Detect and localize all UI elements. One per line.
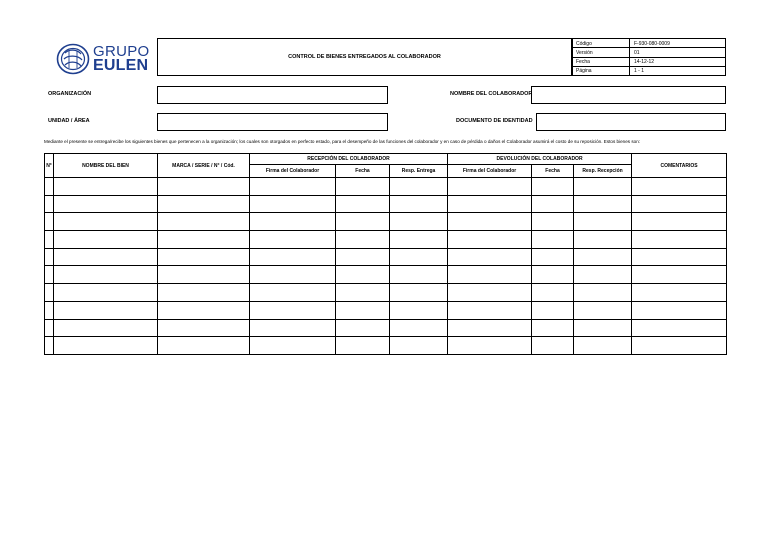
table-cell[interactable] bbox=[54, 319, 158, 337]
table-cell[interactable] bbox=[532, 195, 574, 213]
table-cell[interactable] bbox=[448, 301, 532, 319]
organizacion-field[interactable] bbox=[157, 86, 388, 104]
logo-emblem-icon bbox=[56, 42, 90, 76]
table-cell[interactable] bbox=[532, 284, 574, 302]
group-header-recepcion: RECEPCIÓN DEL COLABORADOR bbox=[250, 154, 448, 165]
table-cell[interactable] bbox=[574, 301, 632, 319]
table-cell[interactable] bbox=[54, 231, 158, 249]
table-cell[interactable] bbox=[390, 178, 448, 196]
col-header-devolucion-firma: Firma del Colaborador bbox=[448, 165, 532, 178]
table-row bbox=[45, 231, 727, 249]
table-cell[interactable] bbox=[574, 337, 632, 355]
table-cell bbox=[45, 213, 54, 231]
logo-text-eulen: EULEN bbox=[93, 57, 149, 74]
unidad-area-field[interactable] bbox=[157, 113, 388, 131]
table-cell[interactable] bbox=[336, 319, 390, 337]
table-cell[interactable] bbox=[250, 248, 336, 266]
statement-text: Mediante el presente se entrega/recibe los siguientes bienes que pertenecen a la organización; los cuales son otorgados en perfecto estado, para el desempeño de las funciones del colaborador y en caso de pérdida o daños el Colaborador asumirá el costo de su reposición. Estos bienes son: bbox=[44, 139, 641, 144]
table-cell[interactable] bbox=[158, 213, 250, 231]
table-cell[interactable] bbox=[574, 195, 632, 213]
table-cell[interactable] bbox=[158, 231, 250, 249]
table-cell[interactable] bbox=[250, 337, 336, 355]
table-row bbox=[45, 319, 727, 337]
table-cell[interactable] bbox=[532, 319, 574, 337]
table-cell[interactable] bbox=[574, 213, 632, 231]
nombre-colaborador-field[interactable] bbox=[531, 86, 726, 104]
meta-row-pagina bbox=[573, 67, 725, 76]
table-cell[interactable] bbox=[158, 195, 250, 213]
table-cell[interactable] bbox=[54, 301, 158, 319]
items-table bbox=[44, 153, 727, 355]
meta-label: Página bbox=[576, 68, 592, 75]
table-row bbox=[45, 195, 727, 213]
col-header-recepcion-fecha: Fecha bbox=[336, 165, 390, 178]
table-cell[interactable] bbox=[448, 284, 532, 302]
company-logo bbox=[56, 42, 150, 76]
table-cell[interactable] bbox=[158, 248, 250, 266]
col-header-recepcion-resp: Resp. Entrega bbox=[390, 165, 448, 178]
table-cell[interactable] bbox=[632, 195, 727, 213]
table-cell[interactable] bbox=[574, 178, 632, 196]
table-cell[interactable] bbox=[532, 248, 574, 266]
table-cell bbox=[45, 337, 54, 355]
table-cell[interactable] bbox=[574, 231, 632, 249]
table-cell[interactable] bbox=[574, 284, 632, 302]
table-cell[interactable] bbox=[54, 266, 158, 284]
table-row bbox=[45, 266, 727, 284]
table-cell[interactable] bbox=[390, 301, 448, 319]
table-cell[interactable] bbox=[54, 337, 158, 355]
table-cell[interactable] bbox=[390, 319, 448, 337]
meta-label: Versión bbox=[576, 49, 593, 56]
table-cell[interactable] bbox=[158, 301, 250, 319]
meta-row-codigo bbox=[573, 39, 725, 48]
col-header-no: N° bbox=[45, 154, 54, 178]
documento-identidad-field[interactable] bbox=[536, 113, 726, 131]
organizacion-label: ORGANIZACIÓN bbox=[48, 91, 92, 97]
col-header-recepcion-firma: Firma del Colaborador bbox=[250, 165, 336, 178]
table-cell bbox=[45, 178, 54, 196]
table-cell[interactable] bbox=[532, 337, 574, 355]
table-row bbox=[45, 284, 727, 302]
table-cell[interactable] bbox=[448, 248, 532, 266]
table-cell[interactable] bbox=[632, 284, 727, 302]
table-cell[interactable] bbox=[250, 231, 336, 249]
documento-identidad-label: DOCUMENTO DE IDENTIDAD bbox=[456, 118, 533, 124]
table-cell[interactable] bbox=[390, 248, 448, 266]
table-cell[interactable] bbox=[54, 178, 158, 196]
col-header-devolucion-resp: Resp. Recepción bbox=[574, 165, 632, 178]
table-cell[interactable] bbox=[448, 319, 532, 337]
table-cell[interactable] bbox=[158, 178, 250, 196]
table-cell[interactable] bbox=[632, 231, 727, 249]
table-cell bbox=[45, 266, 54, 284]
document-meta-box bbox=[572, 38, 726, 76]
table-cell[interactable] bbox=[250, 284, 336, 302]
table-cell[interactable] bbox=[54, 195, 158, 213]
table-row bbox=[45, 213, 727, 231]
table-cell bbox=[45, 231, 54, 249]
table-cell[interactable] bbox=[250, 266, 336, 284]
table-cell[interactable] bbox=[532, 178, 574, 196]
meta-label: Fecha bbox=[576, 59, 590, 65]
table-cell[interactable] bbox=[632, 248, 727, 266]
table-cell[interactable] bbox=[390, 213, 448, 231]
table-cell[interactable] bbox=[54, 213, 158, 231]
meta-value: 1 - 1 bbox=[634, 68, 645, 75]
table-cell[interactable] bbox=[390, 195, 448, 213]
table-cell[interactable] bbox=[532, 231, 574, 249]
table-cell[interactable] bbox=[158, 319, 250, 337]
table-cell[interactable] bbox=[574, 266, 632, 284]
table-cell[interactable] bbox=[336, 337, 390, 355]
table-cell[interactable] bbox=[448, 337, 532, 355]
table-cell bbox=[45, 284, 54, 302]
meta-value: 01 bbox=[634, 49, 640, 56]
form-title-box bbox=[157, 38, 572, 76]
col-header-devolucion-fecha: Fecha bbox=[532, 165, 574, 178]
table-cell[interactable] bbox=[336, 178, 390, 196]
table-cell bbox=[45, 319, 54, 337]
table-cell bbox=[45, 195, 54, 213]
table-cell[interactable] bbox=[390, 231, 448, 249]
logo-text-grupo: GRUPO bbox=[93, 43, 150, 60]
table-cell[interactable] bbox=[532, 213, 574, 231]
table-cell[interactable] bbox=[336, 231, 390, 249]
meta-value: 14-12-12 bbox=[634, 59, 655, 65]
table-cell[interactable] bbox=[574, 319, 632, 337]
table-cell[interactable] bbox=[632, 266, 727, 284]
col-header-marca: MARCA / SERIE / N° / Cód. bbox=[158, 154, 250, 178]
table-cell[interactable] bbox=[574, 248, 632, 266]
col-header-nombre: NOMBRE DEL BIEN bbox=[54, 154, 158, 178]
table-cell[interactable] bbox=[250, 178, 336, 196]
meta-label: Código bbox=[576, 40, 592, 47]
meta-row-version bbox=[573, 48, 725, 57]
table-cell[interactable] bbox=[632, 213, 727, 231]
table-cell[interactable] bbox=[250, 195, 336, 213]
table-cell[interactable] bbox=[54, 284, 158, 302]
table-row bbox=[45, 337, 727, 355]
table-cell[interactable] bbox=[448, 213, 532, 231]
table-cell[interactable] bbox=[390, 266, 448, 284]
table-cell[interactable] bbox=[632, 337, 727, 355]
meta-row-fecha bbox=[573, 58, 725, 67]
unidad-area-label: UNIDAD / ÁREA bbox=[48, 118, 90, 124]
table-cell[interactable] bbox=[336, 284, 390, 302]
table-cell[interactable] bbox=[158, 337, 250, 355]
group-header-devolucion: DEVOLUCIÓN DEL COLABORADOR bbox=[448, 154, 632, 165]
table-cell[interactable] bbox=[54, 248, 158, 266]
table-cell[interactable] bbox=[390, 337, 448, 355]
table-row bbox=[45, 248, 727, 266]
table-row bbox=[45, 178, 727, 196]
table-body bbox=[45, 178, 727, 355]
table-cell[interactable] bbox=[390, 284, 448, 302]
table-cell[interactable] bbox=[158, 284, 250, 302]
table-cell[interactable] bbox=[336, 266, 390, 284]
table-cell[interactable] bbox=[336, 248, 390, 266]
table-cell[interactable] bbox=[250, 319, 336, 337]
table-cell[interactable] bbox=[532, 266, 574, 284]
table-cell[interactable] bbox=[632, 301, 727, 319]
col-header-comentarios: COMENTARIOS bbox=[632, 154, 727, 178]
table-cell[interactable] bbox=[336, 301, 390, 319]
table-cell bbox=[45, 248, 54, 266]
table-cell[interactable] bbox=[448, 195, 532, 213]
table-cell[interactable] bbox=[158, 266, 250, 284]
meta-value: F-930-080-0009 bbox=[634, 40, 670, 47]
table-cell[interactable] bbox=[250, 213, 336, 231]
table-cell[interactable] bbox=[336, 195, 390, 213]
table-header-row-1 bbox=[45, 154, 727, 165]
table-row bbox=[45, 301, 727, 319]
table-cell[interactable] bbox=[250, 301, 336, 319]
table-cell[interactable] bbox=[448, 266, 532, 284]
table-cell[interactable] bbox=[632, 319, 727, 337]
table-cell[interactable] bbox=[532, 301, 574, 319]
table-cell bbox=[45, 301, 54, 319]
form-title: CONTROL DE BIENES ENTREGADOS AL COLABORADOR bbox=[288, 54, 441, 60]
table-cell[interactable] bbox=[448, 178, 532, 196]
nombre-colaborador-label: NOMBRE DEL COLABORADOR bbox=[450, 91, 533, 97]
table-cell[interactable] bbox=[336, 213, 390, 231]
table-cell[interactable] bbox=[632, 178, 727, 196]
table-cell[interactable] bbox=[448, 231, 532, 249]
